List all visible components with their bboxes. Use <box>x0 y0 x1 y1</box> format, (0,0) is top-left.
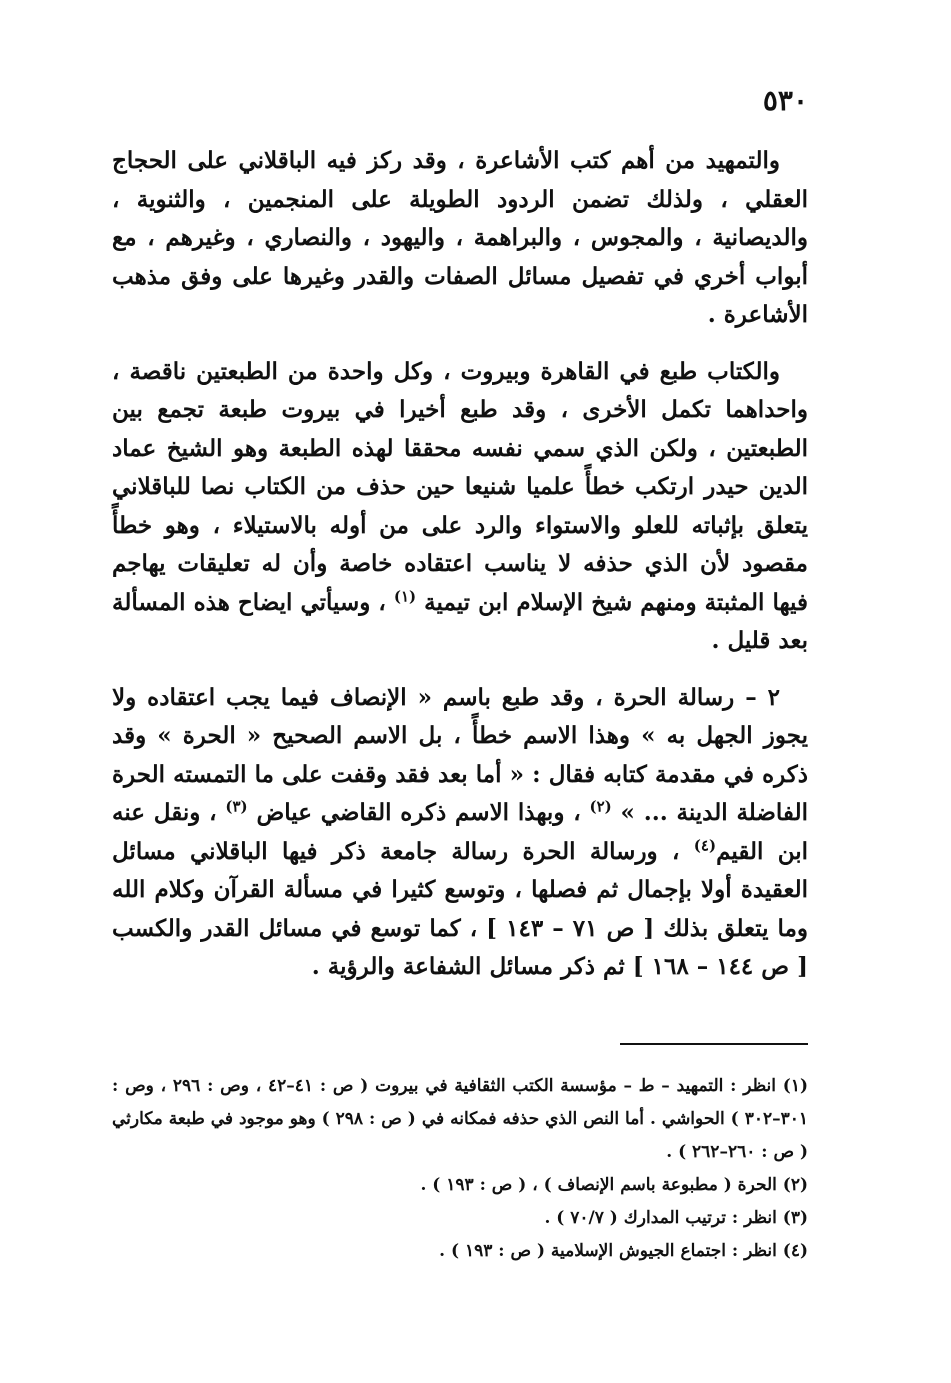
footnote-ref-4[interactable]: (٤) <box>693 835 717 854</box>
footnote-ref-3[interactable]: (٣) <box>225 797 248 816</box>
footnote-4: (٤) انظر : اجتماع الجيوش الإسلامية ( ص : ١٩٣ ) . <box>439 1241 808 1261</box>
main-text <box>112 142 808 1005</box>
paragraph-editions: والكتاب طبع في القاهرة وبيروت ، وكل واحدة من الطبعتين ناقصة ، واحداهما تكمل الأخرى ، وقد طبع أخيرا في بيروت طبعة تجمع بين الطبعتين ، ولكن الذي سمي نفسه محققا لهذه الطبعة وهو الشيخ عماد الدين حيدر ارتكب خطأً علميا شنيعا حين حذف من الكتاب نصا للباقلاني يتعلق بإثباته للعلو والاستواء والرد على من أوله بالاستيلاء ، وهو خطأً مقصود لأن الذي حذفه لا يناسب اعتقاده خاصة وأن له تعليقات يهاجم فيها المثبتة ومنهم شيخ الإسلام ابن تيمية $^{(١)}$ ، وسيأتي ايضاح هذه المسألة بعد قليل . <box>112 357 808 654</box>
footnote-ref-2[interactable]: (٢) <box>589 797 612 816</box>
paragraph-editions-tail: وسيأتي ايضاح هذه المسألة بعد قليل . <box>112 588 808 654</box>
paragraph-hurra-iyad: وبهذا الاسم ذكره القاضي عياض <box>256 799 565 826</box>
paragraph-hurra-qayyim: ونقل عنه ابن القيم <box>112 799 809 865</box>
footnote-ref-1[interactable]: (١) <box>393 586 417 605</box>
paragraph-tamhid-summary: والتمهيد من أهم كتب الأشاعرة ، وقد ركز فيه الباقلاني على الحجاج العقلي ، ولذلك تضمن الردود الطويلة على المنجمين ، والثنوية ، والديصانية ، والمجوس ، والبراهمة ، واليهود ، والنصاري ، وغيرهم ، مع أبواب أخري في تفصيل مسائل الصفات والقدر وغيرها على وفق مذهب الأشاعرة . <box>112 147 808 328</box>
paragraph-hurra-tail: ورسالة الحرة رسالة جامعة ذكر فيها الباقلاني مسائل العقيدة أولا بإجمال ثم فصلها ، وتوسع كثيرا في مسألة القرآن وكلام الله وما يتعلق بذلك [ ص ٧١ – ١٤٣ ] ، كما توسع في مسائل القدر والكسب [ ص ١٤٤ – ١٦٨ ] ثم ذكر مسائل الشفاعة والرؤية . <box>112 837 808 980</box>
page-number: ٥٣٠ <box>762 84 808 117</box>
paragraph-editions-text: والكتاب طبع في القاهرة وبيروت ، وكل واحدة من الطبعتين ناقصة ، واحداهما تكمل الأخرى ، وقد طبع أخيرا في بيروت طبعة تجمع بين الطبعتين ، ولكن الذي سمي نفسه محققا لهذه الطبعة وهو الشيخ عماد الدين حيدر ارتكب خطأً علميا شنيعا حين حذف من الكتاب نصا للباقلاني يتعلق بإثباته للعلو والاستواء والرد على من أوله بالاستيلاء ، وهو خطأً مقصود لأن الذي حذفه لا يناسب اعتقاده خاصة وأن له تعليقات يهاجم فيها المثبتة ومنهم شيخ الإسلام ابن تيمية <box>112 357 808 616</box>
paragraph-hurra-letter: ٢ – رسالة الحرة ، وقد طبع باسم « الإنصاف فيما يجب اعتقاده ولا يجوز الجهل به » وهذا الاسم خطأً ، بل الاسم الصحيح « الحرة » وقد ذكره في مقدمة كتابه فقال : « أما بعد فقد وقفت على ما التمسته الحرة الفاضلة الدينة ... » $^{(٢)}$ ، وبهذا الاسم ذكره القاضي عياض $^{(٣)}$ ، ونقل عنه ابن القيم$^{(٤)}$ ، ورسالة الحرة رسالة جامعة ذكر فيها الباقلاني مسائل العقيدة أولا بإجمال ثم فصلها ، وتوسع كثيرا في مسألة القرآن وكلام الله وما يتعلق بذلك [ ص ٧١ – ١٤٣ ] ، كما توسع في مسائل القدر والكسب [ ص ١٤٤ – ١٦٨ ] ثم ذكر مسائل الشفاعة والرؤية . <box>112 683 809 980</box>
footnote-1: (١) انظر : التمهيد – ط – مؤسسة الكتب الثقافية في بيروت ( ص : ٤١–٤٢ ، وص : ٢٩٦ ، وص : ٣٠١–٣٠٢ ) الحواشي . أما النص الذي حذفه فمكانه في ( ص : ٢٩٨ ) وهو موجود في طبعة مكارثي ( ص : ٢٦٠–٢٦٢ ) . <box>112 1076 809 1162</box>
footnote-2: (٢) الحرة ( مطبوعة باسم الإنصاف ) ، ( ص : ١٩٣ ) . <box>420 1175 808 1195</box>
paragraph-hurra-text: ٢ – رسالة الحرة ، وقد طبع باسم « الإنصاف فيما يجب اعتقاده ولا يجوز الجهل به » وهذا الاسم خطأً ، بل الاسم الصحيح « الحرة » وقد ذكره في مقدمة كتابه فقال : « أما بعد فقد وقفت على ما التمسته الحرة الفاضلة الدينة ... » <box>112 683 808 826</box>
footnote-3: (٣) انظر : ترتيب المدارك ( ٧٠/٧ ) . <box>544 1208 808 1228</box>
footnotes <box>112 1070 808 1268</box>
footnote-separator <box>620 1043 808 1045</box>
